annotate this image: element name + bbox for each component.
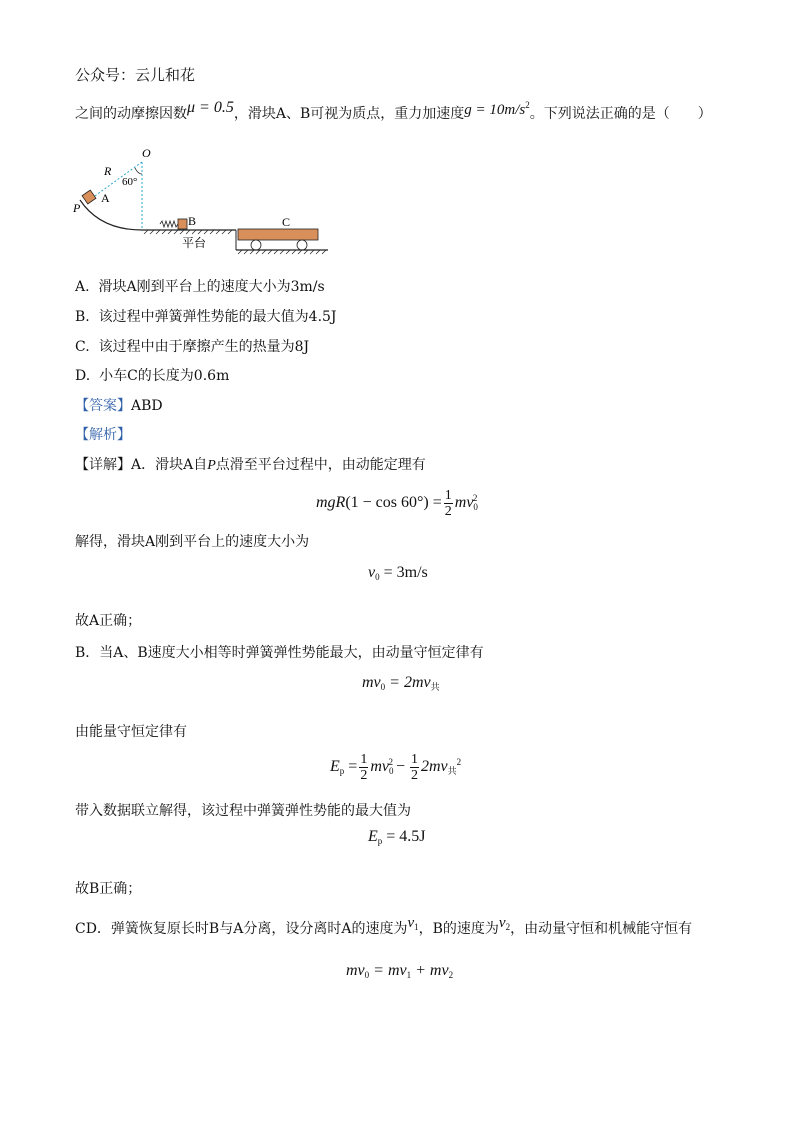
option-text: 滑块A刚到平台上的速度大小为3m/s [98, 279, 325, 295]
equation-1 [316, 488, 477, 519]
option-key: C. [75, 339, 90, 355]
eq4-term2: 2mv [421, 758, 448, 776]
label-platform: 平台 [182, 236, 207, 250]
label-angle: 60° [122, 176, 138, 188]
option-b [75, 308, 337, 326]
option-a [75, 278, 325, 296]
solution-p7: 故B正确； [75, 881, 142, 897]
p8-v2-sub: 2 [505, 922, 511, 932]
eq3-lhs: mv [362, 674, 381, 691]
label-r: R [104, 164, 112, 178]
solution-p8 [75, 915, 693, 942]
eq4-equals: = [344, 758, 358, 776]
eq4-term1-sup: 2 [388, 757, 393, 768]
analysis-line [75, 426, 131, 444]
label-c: C [282, 215, 291, 229]
wheel-right [297, 240, 307, 250]
option-c [75, 338, 309, 356]
eq2-v: v [368, 564, 376, 581]
g-value: g = 10m/s [464, 102, 526, 118]
answer-line [75, 397, 163, 415]
option-key: A. [75, 279, 90, 295]
eq1-sup: 2 [472, 493, 478, 504]
solution-p6: 带入数据联立解得，该过程中弹簧弹性势能的最大值为 [75, 803, 411, 819]
answer-value: ABD [131, 398, 163, 414]
p8-v2: v [498, 915, 506, 931]
solution-p2: 解得，滑块A刚到平台上的速度大小为 [75, 534, 310, 550]
option-text: 小车C的长度为0.6m [99, 368, 230, 384]
g-exponent: 2 [525, 100, 530, 110]
arc-track [80, 200, 142, 230]
block-b [178, 219, 187, 229]
eq4-frac2-num: 1 [411, 752, 418, 767]
block-a [82, 190, 96, 204]
stem-prefix: 之间的动摩擦因数 [75, 106, 187, 122]
platform-hatch [144, 230, 232, 234]
eq4-minus: − [395, 758, 405, 776]
eq1-frac-num: 1 [444, 488, 452, 503]
source-header: 公众号：云儿和花 [75, 66, 196, 84]
equation-3 [362, 674, 440, 693]
solution-p3: 故A正确； [75, 613, 142, 629]
p8-prefix: CD．弹簧恢复原长时B与A分离，设分离时A的速度为 [75, 921, 408, 937]
p8-mid: ，B的速度为 [418, 921, 499, 937]
solution-p5: 由能量守恒定律有 [75, 724, 187, 740]
question-stem [75, 100, 712, 123]
mu-expression: μ = 0.5 [187, 99, 234, 116]
eq4-term2-sub: 共 [447, 766, 457, 777]
eq4-e-sub: p [339, 766, 345, 777]
physics-diagram [70, 140, 340, 260]
eq1-paren: (1 − cos 60°) = [345, 494, 442, 512]
eq6-sub1: 1 [406, 970, 412, 980]
p1-suffix: 点滑至平台过程中，由动能定理有 [215, 457, 426, 473]
label-o: O [142, 146, 151, 160]
option-d [75, 367, 229, 385]
eq6-plus: + mv [411, 962, 449, 979]
eq1-rhs: mv [454, 494, 474, 512]
p1-prefix: 【详解】A．滑块A自 [75, 457, 208, 473]
eq5-e: E [368, 828, 378, 845]
eq2-sub: 0 [375, 572, 380, 582]
option-text: 该过程中弹簧弹性势能的最大值为4.5J [98, 309, 337, 325]
angle-arc [135, 168, 142, 174]
eq1-lhs: mgR [316, 494, 346, 512]
equation-4 [330, 752, 461, 783]
eq1-frac-den: 2 [444, 504, 452, 519]
solution-p1 [75, 456, 426, 475]
option-text: 该过程中由于摩擦产生的热量为8J [98, 339, 310, 355]
eq4-frac1-num: 1 [360, 752, 368, 767]
label-b: B [188, 214, 197, 228]
eq4-term1: mv [370, 758, 389, 776]
eq4-term1-sub: 0 [388, 766, 394, 777]
eq4-term2-sup: 2 [456, 757, 462, 768]
p1-point-p: P [207, 458, 216, 473]
wheel-left [251, 240, 261, 250]
eq6-mid: = mv [369, 962, 407, 979]
answer-label: 【答案】 [75, 398, 131, 414]
analysis-label: 【解析】 [75, 427, 131, 443]
eq5-e-sub: p [377, 836, 383, 846]
stem-suffix: 。下列说法正确的是（ ） [529, 106, 712, 122]
eq2-rhs: = 3m/s [379, 564, 428, 581]
eq3-rhs: = 2mv [385, 674, 431, 691]
equation-5 [368, 828, 426, 846]
spring [160, 221, 178, 227]
option-key: D. [75, 368, 91, 384]
eq6-lhs: mv [346, 962, 365, 979]
eq1-sub: 0 [473, 502, 478, 513]
label-p: P [73, 201, 81, 215]
eq6-sub0: 0 [364, 970, 370, 980]
p8-suffix: ，由动量守恒和机械能守恒有 [510, 921, 693, 937]
eq3-sub: 0 [380, 682, 386, 692]
eq5-rhs: = 4.5J [382, 828, 426, 845]
p8-v1-sub: 1 [414, 922, 419, 932]
option-key: B. [75, 309, 90, 325]
ground-hatch [238, 250, 326, 254]
label-a: A [101, 191, 110, 205]
equation-2 [368, 564, 428, 582]
stem-mid: ，滑块A、B可视为质点，重力加速度 [233, 106, 465, 122]
eq4-e: E [330, 758, 340, 776]
g-expression [464, 102, 529, 118]
eq3-sub-gong: 共 [430, 682, 440, 692]
solution-p4: B．当A、B速度大小相等时弹簧弹性势能最大，由动量守恒定律有 [75, 645, 484, 661]
eq4-frac1-den: 2 [360, 768, 368, 783]
equation-6 [346, 962, 453, 980]
eq6-sub2: 2 [448, 970, 454, 980]
p8-v1: v [407, 915, 415, 931]
eq4-frac2-den: 2 [411, 768, 418, 783]
cart-c [238, 229, 318, 240]
